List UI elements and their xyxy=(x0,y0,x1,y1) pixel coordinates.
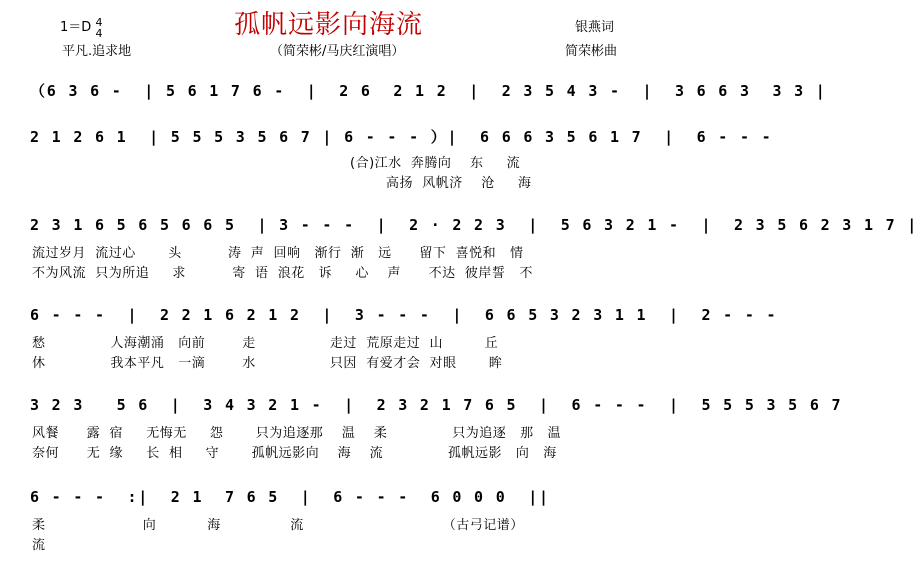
lyrics-row-5-line-1: 风餐 露 宿 无悔无 怨 只为追逐那 温 柔 只为追逐 那 温 xyxy=(32,426,562,441)
notes-row-4: 6 - - - | 2 2 1 6 2 1 2 | 3 - - - | 6 6 5 3 2 3 1 1 | 2 - - - xyxy=(30,306,778,324)
lyricist: 银燕词 xyxy=(575,20,615,35)
staff-row-2 xyxy=(30,120,773,156)
lyrics-row-2-line-2: 高扬 风帆济 沧 海 xyxy=(386,176,532,191)
performers: （简荣彬/马庆红演唱） xyxy=(270,44,405,59)
staff-row-6 xyxy=(30,482,640,518)
lyrics-row-4-line-1: 愁 人海潮涌 向前 走 走过 荒原走过 山 丘 xyxy=(32,336,499,351)
subtitle: 平凡.追求地 xyxy=(62,44,132,59)
key-label: 1＝D xyxy=(60,20,92,35)
key-signature xyxy=(60,16,102,39)
time-signature xyxy=(95,17,102,39)
notes-row-1: （6 3 6 - | 5 6 1 7 6 - | 2 6 2 1 2 | 2 3 5 4 3 - | 3 6 6 3 3 3 | xyxy=(30,82,827,100)
time-sig-top: 4 xyxy=(95,15,103,29)
staff-row-4 xyxy=(30,300,778,336)
lyrics-row-6-line-2: 流 xyxy=(32,538,46,553)
composer: 简荣彬曲 xyxy=(565,44,618,59)
staff-row-3 xyxy=(30,210,918,246)
lyrics-row-6-line-1: 柔 向 海 流 （古弓记谱） xyxy=(32,518,524,533)
lyrics-row-4-line-2: 休 我本平凡 一滴 水 只因 有爱才会 对眼 眸 xyxy=(32,356,503,371)
lyrics-row-2-line-1: (合)江水 奔腾向 东 流 xyxy=(350,156,521,171)
lyrics-row-3-line-1: 流过岁月 流过心 头 涛 声 回响 渐行 渐 远 留下 喜悦和 情 xyxy=(32,246,524,261)
notes-row-5: 3 2 3 5 6 | 3 4 3 2 1 - | 2 3 2 1 7 6 5 | 6 - - - | 5 5 5 3 5 6 7 xyxy=(30,396,843,414)
lyrics-row-3-line-2: 不为风流 只为所追 求 寄 语 浪花 诉 心 声 不达 彼岸誓 不 xyxy=(32,266,533,281)
notes-row-2: 2 1 2 6 1 | 5 5 5 3 5 6 7 | 6 - - - ）| 6 6 6 3 5 6 1 7 | 6 - - - xyxy=(30,128,773,146)
time-sig-bottom: 4 xyxy=(95,26,103,40)
notes-row-6: 6 - - - :| 2 1 7 6 5 | 6 - - - 6 0 0 0 || xyxy=(30,488,550,506)
notes-row-3: 2 3 1 6 5 6 5 6 6 5 | 3 - - - | 2 · 2 2 3 | 5 6 3 2 1 - | 2 3 5 6 2 3 1 7 | xyxy=(30,216,918,234)
staff-row-1 xyxy=(30,74,827,110)
song-title: 孤帆远影向海流 xyxy=(233,10,423,40)
lyrics-row-5-line-2: 奈何 无 缘 长 相 守 孤帆远影向 海 流 孤帆远影 向 海 xyxy=(32,446,557,461)
staff-row-5 xyxy=(30,390,843,426)
